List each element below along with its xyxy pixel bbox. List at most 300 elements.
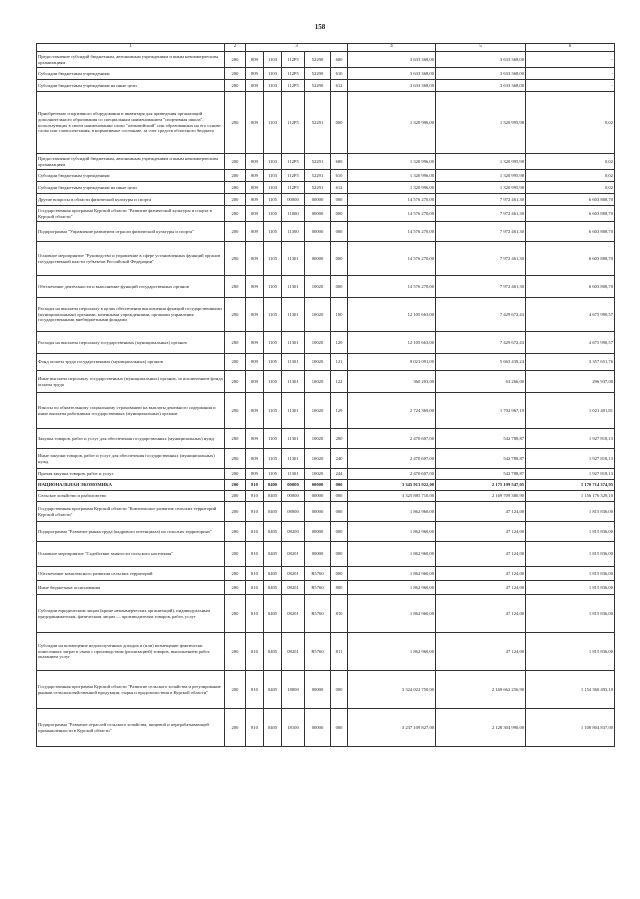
table-cell-code-program: 00000 bbox=[282, 491, 305, 502]
table-cell-code-program: 08201 bbox=[282, 567, 305, 581]
table-cell-code-section: 809 bbox=[246, 429, 264, 449]
table-cell-name: Другие вопросы в области физической культуры и спорта bbox=[37, 194, 225, 206]
table-cell-code-program: 11300 bbox=[282, 222, 305, 242]
table-cell-code-admin: 200 bbox=[225, 491, 246, 502]
table-cell-approved: 14 576 270,00 bbox=[348, 206, 436, 222]
table-cell-approved: 14 576 270,00 bbox=[348, 276, 436, 298]
table-cell-approved: 1 862 960,00 bbox=[348, 522, 436, 542]
table-cell-code-direction: 00000 bbox=[305, 709, 331, 747]
table-cell-code-program: 08201 bbox=[282, 595, 305, 633]
table-cell-code-admin: 200 bbox=[225, 298, 246, 332]
table-cell-code-subsection: 1105 bbox=[264, 332, 282, 354]
table-cell-code-expense-type: 810 bbox=[331, 595, 348, 633]
table-cell-remaining: 1 021 401,81 bbox=[526, 393, 615, 429]
table-cell-approved: 3 345 913 922,00 bbox=[348, 480, 436, 491]
table-cell-code-program: 11301 bbox=[282, 393, 305, 429]
table-cell-code-section: 810 bbox=[246, 522, 264, 542]
table-cell-approved: 1 320 996,00 bbox=[348, 170, 436, 182]
table-cell-code-subsection: 1105 bbox=[264, 222, 282, 242]
header-col-3: 3 bbox=[246, 44, 348, 52]
table-row bbox=[37, 80, 615, 92]
table-row bbox=[37, 92, 615, 154]
table-cell-code-admin: 200 bbox=[225, 276, 246, 298]
table-cell-code-direction: 52290 bbox=[305, 52, 331, 68]
table-cell-code-subsection: 1103 bbox=[264, 92, 282, 154]
table-cell-name: Расходы на выплаты персоналу государственных (муниципальных) органов bbox=[37, 332, 225, 354]
table-cell-name: Основное мероприятие "Руководство и управление в сфере установленных функций органов государственной власти субъектов Российской Федерации" bbox=[37, 242, 225, 276]
table-cell-code-admin: 200 bbox=[225, 567, 246, 581]
table-cell-code-subsection: 1105 bbox=[264, 469, 282, 480]
table-cell-code-section: 809 bbox=[246, 449, 264, 469]
table-cell-code-subsection: 0405 bbox=[264, 567, 282, 581]
table-cell-code-program: 18100 bbox=[282, 709, 305, 747]
table-cell-code-admin: 200 bbox=[225, 502, 246, 522]
table-cell-code-admin: 200 bbox=[225, 222, 246, 242]
table-cell-code-direction: 10020 bbox=[305, 332, 331, 354]
table-cell-name: Субсидии бюджетным учреждениям bbox=[37, 68, 225, 80]
table-cell-code-subsection: 1105 bbox=[264, 206, 282, 222]
table-row bbox=[37, 206, 615, 222]
table-row bbox=[37, 154, 615, 170]
table-cell-name: Обеспечение комплексного развития сельских территорий bbox=[37, 567, 225, 581]
table-cell-code-expense-type: 811 bbox=[331, 633, 348, 671]
table-cell-remaining: 0,02 bbox=[526, 154, 615, 170]
table-cell-approved: 1 862 960,00 bbox=[348, 581, 436, 595]
table-cell-code-section: 810 bbox=[246, 595, 264, 633]
table-cell-approved: 2 470 607,00 bbox=[348, 429, 436, 449]
table-row bbox=[37, 354, 615, 371]
table-cell-code-direction: 10020 bbox=[305, 469, 331, 480]
table-cell-remaining: - bbox=[526, 52, 615, 68]
table-cell-remaining: 4 675 990,57 bbox=[526, 332, 615, 354]
table-row bbox=[37, 542, 615, 567]
table-cell-remaining: 1 815 836,00 bbox=[526, 633, 615, 671]
table-cell-code-expense-type: 100 bbox=[331, 298, 348, 332]
table-row bbox=[37, 567, 615, 581]
table-cell-code-program: 11000 bbox=[282, 206, 305, 222]
table-cell-code-subsection: 0405 bbox=[264, 709, 282, 747]
table-cell-remaining: 1 156 176 329,10 bbox=[526, 491, 615, 502]
table-cell-code-subsection: 1105 bbox=[264, 449, 282, 469]
table-cell-code-admin: 200 bbox=[225, 354, 246, 371]
table-cell-remaining: - bbox=[526, 68, 615, 80]
table-cell-code-admin: 200 bbox=[225, 170, 246, 182]
table-cell-code-program: 08200 bbox=[282, 522, 305, 542]
table-cell-code-direction: 00000 bbox=[305, 480, 331, 491]
table-cell-code-section: 809 bbox=[246, 52, 264, 68]
table-cell-code-program: 08201 bbox=[282, 542, 305, 567]
table-cell-code-expense-type: 000 bbox=[331, 522, 348, 542]
table-cell-code-program: 18000 bbox=[282, 671, 305, 709]
table-cell-executed: 542 788,87 bbox=[436, 469, 526, 480]
budget-table bbox=[36, 43, 615, 747]
table-cell-approved: 3 237 109 827,00 bbox=[348, 709, 436, 747]
table-cell-approved: 12 105 663,00 bbox=[348, 298, 436, 332]
table-cell-code-subsection: 1105 bbox=[264, 298, 282, 332]
table-cell-code-program: 112Р5 bbox=[282, 170, 305, 182]
table-cell-code-program: 11301 bbox=[282, 371, 305, 393]
table-cell-code-expense-type: 000 bbox=[331, 567, 348, 581]
table-cell-code-program: 112Р5 bbox=[282, 154, 305, 170]
table-cell-code-admin: 200 bbox=[225, 332, 246, 354]
table-cell-code-expense-type: 000 bbox=[331, 671, 348, 709]
table-cell-code-subsection: 1105 bbox=[264, 393, 282, 429]
table-cell-code-direction: 10020 bbox=[305, 429, 331, 449]
table-cell-code-section: 809 bbox=[246, 170, 264, 182]
table-cell-code-admin: 200 bbox=[225, 393, 246, 429]
table-cell-code-admin: 200 bbox=[225, 671, 246, 709]
table-cell-code-admin: 200 bbox=[225, 206, 246, 222]
table-cell-name: Субсидии бюджетным учреждениям bbox=[37, 170, 225, 182]
table-cell-code-subsection: 1103 bbox=[264, 182, 282, 194]
table-cell-code-expense-type: 000 bbox=[331, 502, 348, 522]
table-cell-code-subsection: 0405 bbox=[264, 491, 282, 502]
table-cell-code-admin: 200 bbox=[225, 182, 246, 194]
table-cell-approved: 1 320 996,00 bbox=[348, 154, 436, 170]
table-cell-code-expense-type: 129 bbox=[331, 393, 348, 429]
table-cell-code-section: 809 bbox=[246, 194, 264, 206]
table-cell-executed: 542 788,87 bbox=[436, 449, 526, 469]
table-cell-code-section: 809 bbox=[246, 276, 264, 298]
table-cell-code-section: 809 bbox=[246, 182, 264, 194]
table-cell-executed: 47 124,00 bbox=[436, 542, 526, 567]
table-cell-executed: 47 124,00 bbox=[436, 595, 526, 633]
table-cell-code-subsection: 1105 bbox=[264, 194, 282, 206]
table-row bbox=[37, 194, 615, 206]
table-body bbox=[37, 52, 615, 747]
table-cell-code-expense-type: 600 bbox=[331, 154, 348, 170]
table-cell-code-direction: 00000 bbox=[305, 491, 331, 502]
table-cell-name: Субсидии на возмещение недополученных доходов и (или) возмещение фактически понесенных затрат в связи с производством (реализацией) товаров, выполнением работ, оказанием услуг bbox=[37, 633, 225, 671]
table-cell-approved: 9 021 091,00 bbox=[348, 354, 436, 371]
table-cell-executed: 2 169 709 380,90 bbox=[436, 491, 526, 502]
table-cell-approved: 3 633 368,00 bbox=[348, 68, 436, 80]
table-cell-code-expense-type: 000 bbox=[331, 480, 348, 491]
table-cell-name: Подпрограмма "Развитие рынка труда (кадрового потенциала) на сельских территориях" bbox=[37, 522, 225, 542]
table-cell-name: Государственная программа Курской области "Развитие сельского хозяйства и регулирование рынков сельскохозяйственной продукции, сырья и продовольствия в Курской области" bbox=[37, 671, 225, 709]
table-cell-code-program: 112Р5 bbox=[282, 80, 305, 92]
table-cell-code-section: 809 bbox=[246, 222, 264, 242]
table-cell-code-subsection: 1103 bbox=[264, 68, 282, 80]
table-cell-code-expense-type: 612 bbox=[331, 80, 348, 92]
table-row bbox=[37, 491, 615, 502]
table-cell-code-direction: R5760 bbox=[305, 581, 331, 595]
table-cell-name: Предоставление субсидий бюджетным, автономным учреждениям и иным некоммерческим организациям bbox=[37, 52, 225, 68]
table-cell-name: Обеспечение деятельности и выполнение функций государственных органов bbox=[37, 276, 225, 298]
table-cell-code-program: 112Р5 bbox=[282, 182, 305, 194]
table-cell-name: Фонд оплаты труда государственных (муниципальных) органов bbox=[37, 354, 225, 371]
table-cell-code-subsection: 0405 bbox=[264, 542, 282, 567]
table-cell-remaining: 0,02 bbox=[526, 170, 615, 182]
table-cell-code-section: 809 bbox=[246, 298, 264, 332]
table-cell-executed: 1 702 967,19 bbox=[436, 393, 526, 429]
table-cell-remaining: 0,02 bbox=[526, 182, 615, 194]
table-cell-code-expense-type: 244 bbox=[331, 469, 348, 480]
table-cell-executed: 47 124,00 bbox=[436, 522, 526, 542]
table-cell-code-direction: 52291 bbox=[305, 154, 331, 170]
table-cell-name: Государственная программа Курской области "Развитие физической культуры и спорта в Курской области" bbox=[37, 206, 225, 222]
table-cell-code-expense-type: 120 bbox=[331, 332, 348, 354]
table-cell-code-direction: 00000 bbox=[305, 502, 331, 522]
table-cell-code-expense-type: 000 bbox=[331, 276, 348, 298]
table-cell-approved: 12 105 663,00 bbox=[348, 332, 436, 354]
table-cell-code-section: 810 bbox=[246, 502, 264, 522]
table-row bbox=[37, 52, 615, 68]
table-cell-approved: 14 576 270,00 bbox=[348, 242, 436, 276]
table-cell-code-subsection: 0400 bbox=[264, 480, 282, 491]
table-cell-executed: 63 266,00 bbox=[436, 371, 526, 393]
table-cell-code-subsection: 0405 bbox=[264, 581, 282, 595]
table-cell-code-program: 11301 bbox=[282, 298, 305, 332]
table-cell-code-section: 809 bbox=[246, 354, 264, 371]
table-cell-remaining: 4 675 990,57 bbox=[526, 298, 615, 332]
table-cell-code-direction: R5760 bbox=[305, 633, 331, 671]
table-cell-code-expense-type: 000 bbox=[331, 491, 348, 502]
table-cell-code-expense-type: 800 bbox=[331, 581, 348, 595]
table-cell-remaining: 1 815 836,00 bbox=[526, 542, 615, 567]
table-cell-code-program: 112Р5 bbox=[282, 52, 305, 68]
table-cell-code-direction: 10020 bbox=[305, 393, 331, 429]
table-cell-code-subsection: 0405 bbox=[264, 595, 282, 633]
table-cell-code-direction: 00000 bbox=[305, 671, 331, 709]
table-cell-executed: 3 633 368,00 bbox=[436, 80, 526, 92]
table-cell-remaining: 1 815 836,00 bbox=[526, 581, 615, 595]
table-cell-remaining: 3 357 651,76 bbox=[526, 354, 615, 371]
table-cell-code-admin: 200 bbox=[225, 633, 246, 671]
table-cell-code-section: 809 bbox=[246, 206, 264, 222]
table-cell-remaining: 1 815 836,00 bbox=[526, 502, 615, 522]
table-cell-executed: 1 320 995,98 bbox=[436, 182, 526, 194]
table-cell-name: Субсидии бюджетным учреждениям на иные цели bbox=[37, 182, 225, 194]
table-row bbox=[37, 633, 615, 671]
table-cell-name: Иные закупки товаров, работ и услуг для обеспечения государственных (муниципальных) нужд bbox=[37, 449, 225, 469]
table-cell-code-program: 00000 bbox=[282, 194, 305, 206]
table-row bbox=[37, 502, 615, 522]
header-col-5: 5 bbox=[436, 44, 526, 52]
table-row bbox=[37, 222, 615, 242]
table-cell-name: Взносы по обязательному социальному страхованию на выплаты денежного содержания и иные выплаты работникам государственных (муниципальных) органов bbox=[37, 393, 225, 429]
header-col-2: 2 bbox=[225, 44, 246, 52]
table-cell-code-program: 11301 bbox=[282, 469, 305, 480]
table-row bbox=[37, 170, 615, 182]
table-row bbox=[37, 522, 615, 542]
table-cell-executed: 2 175 199 547,05 bbox=[436, 480, 526, 491]
table-cell-executed: 7 429 672,43 bbox=[436, 298, 526, 332]
table-cell-code-admin: 200 bbox=[225, 595, 246, 633]
table-cell-code-admin: 200 bbox=[225, 371, 246, 393]
table-cell-approved: 3 325 885 710,00 bbox=[348, 491, 436, 502]
table-cell-executed: 47 124,00 bbox=[436, 502, 526, 522]
table-cell-approved: 3 633 368,00 bbox=[348, 80, 436, 92]
table-row bbox=[37, 581, 615, 595]
table-cell-approved: 3 324 022 750,00 bbox=[348, 671, 436, 709]
table-cell-code-admin: 200 bbox=[225, 709, 246, 747]
table-cell-code-expense-type: 000 bbox=[331, 206, 348, 222]
table-cell-code-section: 809 bbox=[246, 92, 264, 154]
table-cell-code-subsection: 1105 bbox=[264, 242, 282, 276]
table-cell-code-subsection: 0405 bbox=[264, 671, 282, 709]
table-cell-code-section: 809 bbox=[246, 332, 264, 354]
table-cell-code-section: 810 bbox=[246, 709, 264, 747]
table-cell-code-expense-type: 000 bbox=[331, 709, 348, 747]
table-cell-code-subsection: 1105 bbox=[264, 429, 282, 449]
table-cell-executed: 7 972 461,30 bbox=[436, 222, 526, 242]
table-cell-code-section: 809 bbox=[246, 469, 264, 480]
table-cell-code-section: 810 bbox=[246, 633, 264, 671]
table-cell-code-section: 809 bbox=[246, 242, 264, 276]
table-cell-approved: 14 576 270,00 bbox=[348, 222, 436, 242]
table-cell-code-section: 809 bbox=[246, 371, 264, 393]
table-cell-code-admin: 200 bbox=[225, 242, 246, 276]
table-cell-executed: 7 972 461,30 bbox=[436, 242, 526, 276]
table-cell-remaining: 6 603 808,70 bbox=[526, 276, 615, 298]
table-row bbox=[37, 276, 615, 298]
table-row bbox=[37, 182, 615, 194]
table-row bbox=[37, 671, 615, 709]
table-cell-executed: 7 972 461,30 bbox=[436, 276, 526, 298]
table-row bbox=[37, 298, 615, 332]
table-row bbox=[37, 595, 615, 633]
table-cell-code-expense-type: 200 bbox=[331, 429, 348, 449]
table-row bbox=[37, 332, 615, 354]
table-cell-code-program: 11301 bbox=[282, 276, 305, 298]
table-cell-code-subsection: 1105 bbox=[264, 276, 282, 298]
table-cell-code-section: 810 bbox=[246, 491, 264, 502]
table-cell-code-admin: 200 bbox=[225, 542, 246, 567]
table-cell-code-direction: 00000 bbox=[305, 194, 331, 206]
table-cell-code-subsection: 0405 bbox=[264, 502, 282, 522]
table-cell-approved: 1 862 960,00 bbox=[348, 595, 436, 633]
table-cell-remaining: 1 154 360 493,10 bbox=[526, 671, 615, 709]
table-cell-name: Прочая закупка товаров, работ и услуг bbox=[37, 469, 225, 480]
table-cell-executed: 47 124,00 bbox=[436, 581, 526, 595]
table-cell-code-section: 810 bbox=[246, 480, 264, 491]
page-number: 158 bbox=[314, 23, 326, 31]
table-cell-code-program: 08201 bbox=[282, 633, 305, 671]
table-cell-remaining: 1 927 818,13 bbox=[526, 469, 615, 480]
table-cell-executed: 542 788,87 bbox=[436, 429, 526, 449]
table-cell-remaining: 1 815 836,00 bbox=[526, 595, 615, 633]
table-cell-name: Предоставление субсидий бюджетным, автономным учреждениям и иным некоммерческим организациям bbox=[37, 154, 225, 170]
table-cell-name: Иные выплаты персоналу государственных (муниципальных) органов, за исключением фонда оплаты труда bbox=[37, 371, 225, 393]
table-cell-code-expense-type: 121 bbox=[331, 354, 348, 371]
table-cell-approved: 2 470 607,00 bbox=[348, 469, 436, 480]
table-cell-executed: 3 633 368,00 bbox=[436, 52, 526, 68]
table-cell-name: Подпрограмма "Развитие отраслей сельского хозяйства, пищевой и перерабатывающей промышленности в Курской области" bbox=[37, 709, 225, 747]
table-cell-executed: 47 124,00 bbox=[436, 633, 526, 671]
table-cell-code-admin: 200 bbox=[225, 469, 246, 480]
table-cell-code-admin: 200 bbox=[225, 480, 246, 491]
table-cell-code-direction: 00000 bbox=[305, 222, 331, 242]
table-row bbox=[37, 68, 615, 80]
table-cell-code-expense-type: 000 bbox=[331, 222, 348, 242]
table-cell-code-program: 08201 bbox=[282, 581, 305, 595]
table-cell-remaining: 0,02 bbox=[526, 92, 615, 154]
table-cell-code-admin: 200 bbox=[225, 429, 246, 449]
table-cell-code-direction: 00000 bbox=[305, 522, 331, 542]
table-cell-approved: 1 320 996,00 bbox=[348, 182, 436, 194]
table-cell-remaining: 1 815 836,00 bbox=[526, 567, 615, 581]
table-cell-approved: 2 470 607,00 bbox=[348, 449, 436, 469]
table-cell-executed: 7 972 461,30 bbox=[436, 194, 526, 206]
table-cell-code-direction: 10020 bbox=[305, 276, 331, 298]
table-cell-code-expense-type: 000 bbox=[331, 194, 348, 206]
table-cell-code-subsection: 1105 bbox=[264, 354, 282, 371]
table-cell-remaining: 1 927 818,13 bbox=[526, 449, 615, 469]
table-cell-executed: 2 128 304 990,00 bbox=[436, 709, 526, 747]
table-cell-name: НАЦИОНАЛЬНАЯ ЭКОНОМИКА bbox=[37, 480, 225, 491]
table-cell-code-expense-type: 000 bbox=[331, 542, 348, 567]
table-cell-remaining: 1 927 818,13 bbox=[526, 429, 615, 449]
table-cell-code-direction: 00000 bbox=[305, 242, 331, 276]
table-cell-code-expense-type: 610 bbox=[331, 68, 348, 80]
table-cell-code-admin: 200 bbox=[225, 194, 246, 206]
table-cell-approved: 2 724 369,00 bbox=[348, 393, 436, 429]
table-cell-name: Подпрограмма "Управление развитием отрасли физической культуры и спорта" bbox=[37, 222, 225, 242]
table-cell-remaining: 6 603 808,70 bbox=[526, 206, 615, 222]
table-row bbox=[37, 429, 615, 449]
table-cell-executed: 1 320 995,98 bbox=[436, 154, 526, 170]
table-cell-code-section: 810 bbox=[246, 542, 264, 567]
table-cell-approved: 1 862 960,00 bbox=[348, 633, 436, 671]
table-cell-code-program: 11301 bbox=[282, 354, 305, 371]
table-header-row bbox=[37, 44, 615, 52]
table-cell-code-program: 11301 bbox=[282, 429, 305, 449]
table-cell-code-admin: 200 bbox=[225, 581, 246, 595]
table-cell-code-subsection: 1103 bbox=[264, 170, 282, 182]
table-row bbox=[37, 393, 615, 429]
table-cell-code-program: 11301 bbox=[282, 242, 305, 276]
table-cell-executed: 1 320 995,98 bbox=[436, 92, 526, 154]
table-cell-code-expense-type: 000 bbox=[331, 92, 348, 154]
table-cell-name: Субсидии юридическим лицам (кроме некоммерческих организаций), индивидуальным предпринимателям, физическим лицам — производителям товаров, работ, услуг bbox=[37, 595, 225, 633]
table-cell-code-direction: 10020 bbox=[305, 354, 331, 371]
table-row bbox=[37, 480, 615, 491]
table-cell-name: Расходы на выплаты персоналу в целях обеспечения выполнения функций государственными (муниципальными) органами, казенными учреждениями, органами управления государственными внебюджетными фондами bbox=[37, 298, 225, 332]
table-cell-remaining: 1 815 836,00 bbox=[526, 522, 615, 542]
table-row bbox=[37, 371, 615, 393]
table-cell-code-subsection: 1103 bbox=[264, 52, 282, 68]
table-cell-code-admin: 200 bbox=[225, 92, 246, 154]
table-cell-code-subsection: 1103 bbox=[264, 154, 282, 170]
table-row bbox=[37, 709, 615, 747]
table-cell-remaining: 6 603 808,70 bbox=[526, 194, 615, 206]
table-cell-name: Государственная программа Курской области "Комплексное развитие сельских территорий Курской области" bbox=[37, 502, 225, 522]
table-cell-code-expense-type: 240 bbox=[331, 449, 348, 469]
table-cell-code-expense-type: 610 bbox=[331, 170, 348, 182]
table-row bbox=[37, 449, 615, 469]
table-cell-code-direction: 52291 bbox=[305, 170, 331, 182]
table-cell-code-admin: 200 bbox=[225, 154, 246, 170]
table-cell-code-admin: 200 bbox=[225, 80, 246, 92]
table-cell-code-section: 809 bbox=[246, 393, 264, 429]
table-cell-code-direction: 52291 bbox=[305, 92, 331, 154]
table-cell-executed: 2 169 662 256,90 bbox=[436, 671, 526, 709]
table-cell-code-section: 809 bbox=[246, 154, 264, 170]
table-row bbox=[37, 242, 615, 276]
table-cell-code-expense-type: 000 bbox=[331, 242, 348, 276]
table-cell-executed: 7 429 672,43 bbox=[436, 332, 526, 354]
header-col-6: 6 bbox=[526, 44, 615, 52]
table-cell-code-section: 809 bbox=[246, 68, 264, 80]
table-cell-approved: 360 203,00 bbox=[348, 371, 436, 393]
table-cell-remaining: - bbox=[526, 80, 615, 92]
table-cell-code-program: 11301 bbox=[282, 332, 305, 354]
table-cell-remaining: 6 603 808,70 bbox=[526, 222, 615, 242]
table-cell-code-subsection: 1103 bbox=[264, 80, 282, 92]
table-cell-remaining: 296 937,00 bbox=[526, 371, 615, 393]
table-cell-code-admin: 200 bbox=[225, 449, 246, 469]
